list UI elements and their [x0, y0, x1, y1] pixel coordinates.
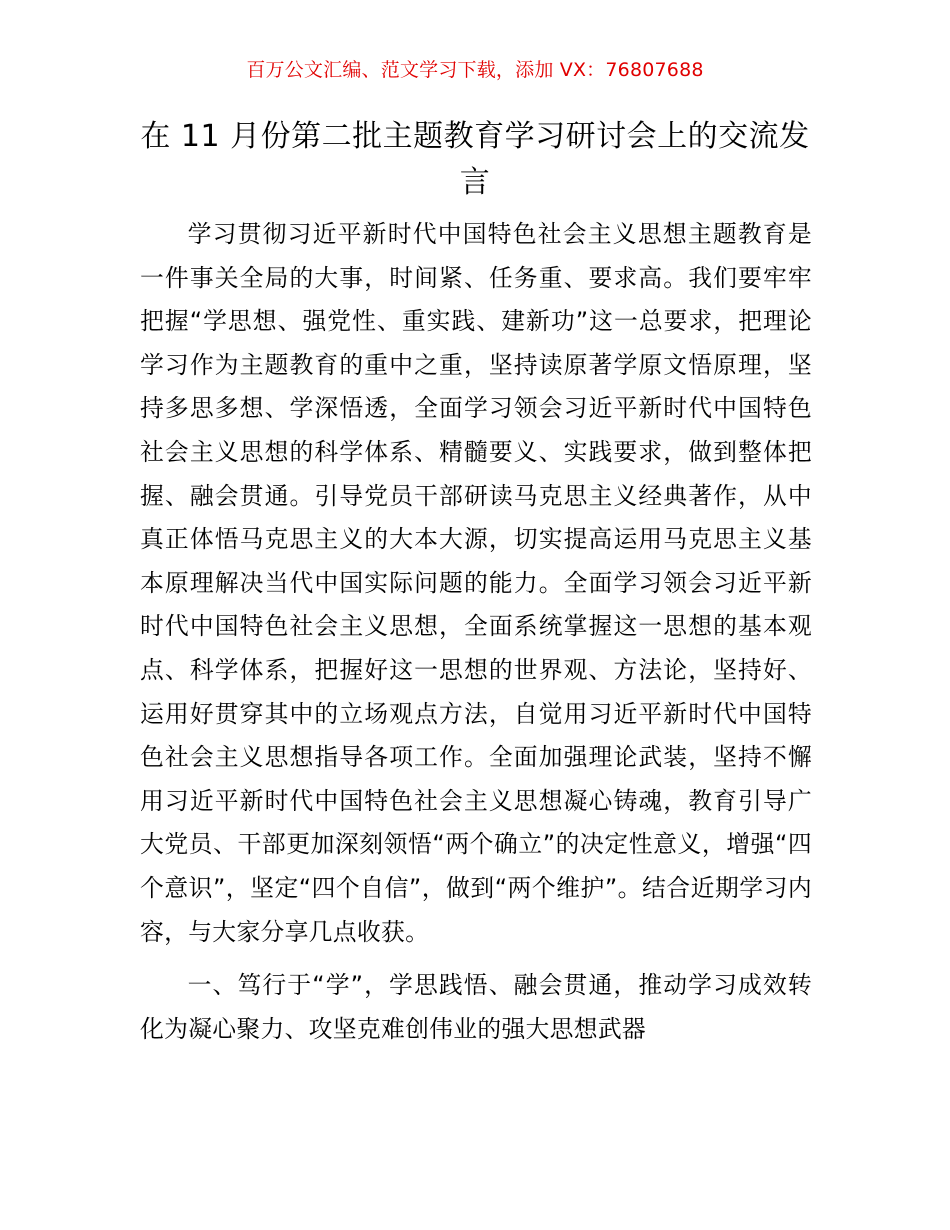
- body-paragraph-intro: 学习贯彻习近平新时代中国特色社会主义思想主题教育是一件事关全局的大事，时间紧、任务重、要求高。我们要牢牢把握“学思想、强党性、重实践、建新功”这一总要求，把理论学习作为主题教育的重中之重，坚持读原著学原文悟原理，坚持多思多想、学深悟透，全面学习领会习近平新时代中国特色社会主义思想的科学体系、精髓要义、实践要求，做到整体把握、融会贯通。引导党员干部研读马克思主义经典著作，从中真正体悟马克思主义的大本大源，切实提高运用马克思主义基本原理解决当代中国实际问题的能力。全面学习领会习近平新时代中国特色社会主义思想，全面系统掌握这一思想的基本观点、科学体系，把握好这一思想的世界观、方法论，坚持好、运用好贯穿其中的立场观点方法，自觉用习近平新时代中国特色社会主义思想指导各项工作。全面加强理论武装，坚持不懈用习近平新时代中国特色社会主义思想凝心铸魂，教育引导广大党员、干部更加深刻领悟“两个确立”的决定性意义，增强“四个意识”，坚定“四个自信”，做到“两个维护”。结合近期学习内容，与大家分享几点收获。: [140, 220, 812, 946]
- header-banner: 百万公文汇编、范文学习下载，添加 VX：76807688: [246, 59, 704, 81]
- body-paragraph-section-heading: 一、笃行于“学”，学思践悟、融会贯通，推动学习成效转化为凝心聚力、攻坚克难创伟业的强大思想武器: [140, 971, 812, 1043]
- document-body: [140, 213, 812, 1051]
- document-title: 在 11 月份第二批主题教育学习研讨会上的交流发言: [140, 119, 810, 200]
